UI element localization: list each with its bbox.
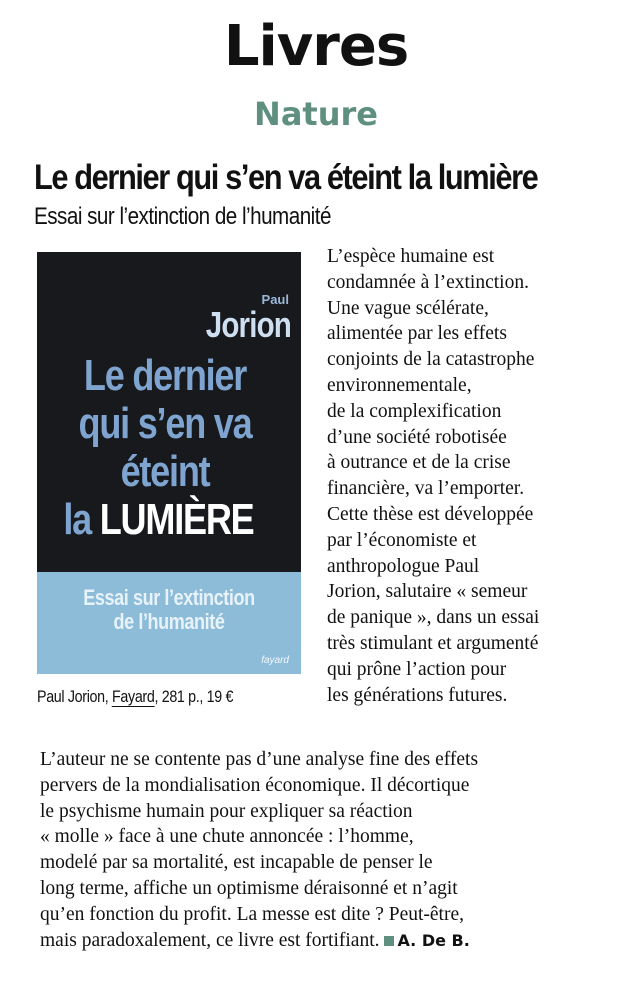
text-line: par l’économiste et <box>327 529 477 551</box>
text-line: conjoints de la catastrophe <box>327 349 535 371</box>
cover-title-la: la <box>63 495 100 544</box>
text-line: pervers de la mondialisation économique. Il décortique <box>40 774 470 796</box>
text-line: les générations futures. <box>327 684 508 706</box>
text-line: alimentée par les effets <box>327 323 507 345</box>
text-line: « molle » face à une chute annoncée : l’homme, <box>40 826 414 848</box>
text-line: L’espèce humaine est <box>327 246 495 267</box>
article-column-text <box>327 244 617 708</box>
text-line: Cette thèse est développée <box>327 503 534 525</box>
author-signature: A. De B. <box>397 930 470 950</box>
end-square-icon <box>384 936 394 946</box>
cover-author-first-name: Paul <box>261 292 289 307</box>
text-line: de la complexification <box>327 400 502 422</box>
caption-author: Paul Jorion, <box>37 687 109 706</box>
book-title: Le dernier qui s’en va éteint la lumière <box>34 158 538 197</box>
book-cover <box>37 252 301 674</box>
text-line-last <box>40 928 620 954</box>
text-line: environnementale, <box>327 374 472 396</box>
text-line: qui prône l’action pour <box>327 658 507 680</box>
cover-publisher-logo: fayard <box>261 655 289 666</box>
cover-author-last-name: Jorion <box>205 304 291 345</box>
cover-title-line: qui s’en va <box>78 399 252 448</box>
text-line: financière, va l’emporter. <box>327 478 525 500</box>
cover-title-line <box>63 496 266 544</box>
text-line: condamnée à l’extinction. <box>327 271 529 293</box>
caption-details: , 281 p., 19 € <box>154 687 234 706</box>
cover-title-line: éteint <box>120 447 210 496</box>
text-line: Jorion, salutaire « semeur <box>327 581 528 603</box>
text-line: modelé par sa mortalité, est incapable de penser le <box>40 852 433 874</box>
cover-title <box>63 352 266 544</box>
cover-subtitle-line: Essai sur l’extinction <box>83 585 255 610</box>
text-line: Une vague scélérate, <box>327 297 489 319</box>
cover-subtitle-line: de l’humanité <box>113 609 225 634</box>
text-line: de panique », dans un essai <box>327 607 540 629</box>
category-label: Nature <box>254 95 378 133</box>
text-line: L’auteur ne se contente pas d’une analyse fine des effets <box>40 749 479 770</box>
text-line: qu’en fonction du profit. La messe est dite ? Peut-être, <box>40 903 464 925</box>
text-line: d’une société robotisée <box>327 426 507 448</box>
text-line: le psychisme humain pour expliquer sa réaction <box>40 800 413 822</box>
cover-subtitle-band <box>37 572 301 674</box>
text-line: long terme, affiche un optimisme déraisonné et n’agit <box>40 877 458 899</box>
last-line-text: mais paradoxalement, ce livre est fortifiant. <box>40 929 380 951</box>
book-subtitle: Essai sur l’extinction de l’humanité <box>34 203 331 230</box>
caption-publisher: Fayard <box>112 687 155 706</box>
text-line: à outrance et de la crise <box>327 452 511 474</box>
section-title: Livres <box>223 14 409 79</box>
cover-title-big-word: LUMIÈRE <box>99 495 254 544</box>
cover-subtitle <box>61 586 277 634</box>
text-line: anthropologue Paul <box>327 555 480 577</box>
text-line: très stimulant et argumenté <box>327 632 539 654</box>
book-caption <box>37 686 233 708</box>
cover-title-line: Le dernier <box>83 351 247 400</box>
article-full-width-text <box>40 747 620 953</box>
